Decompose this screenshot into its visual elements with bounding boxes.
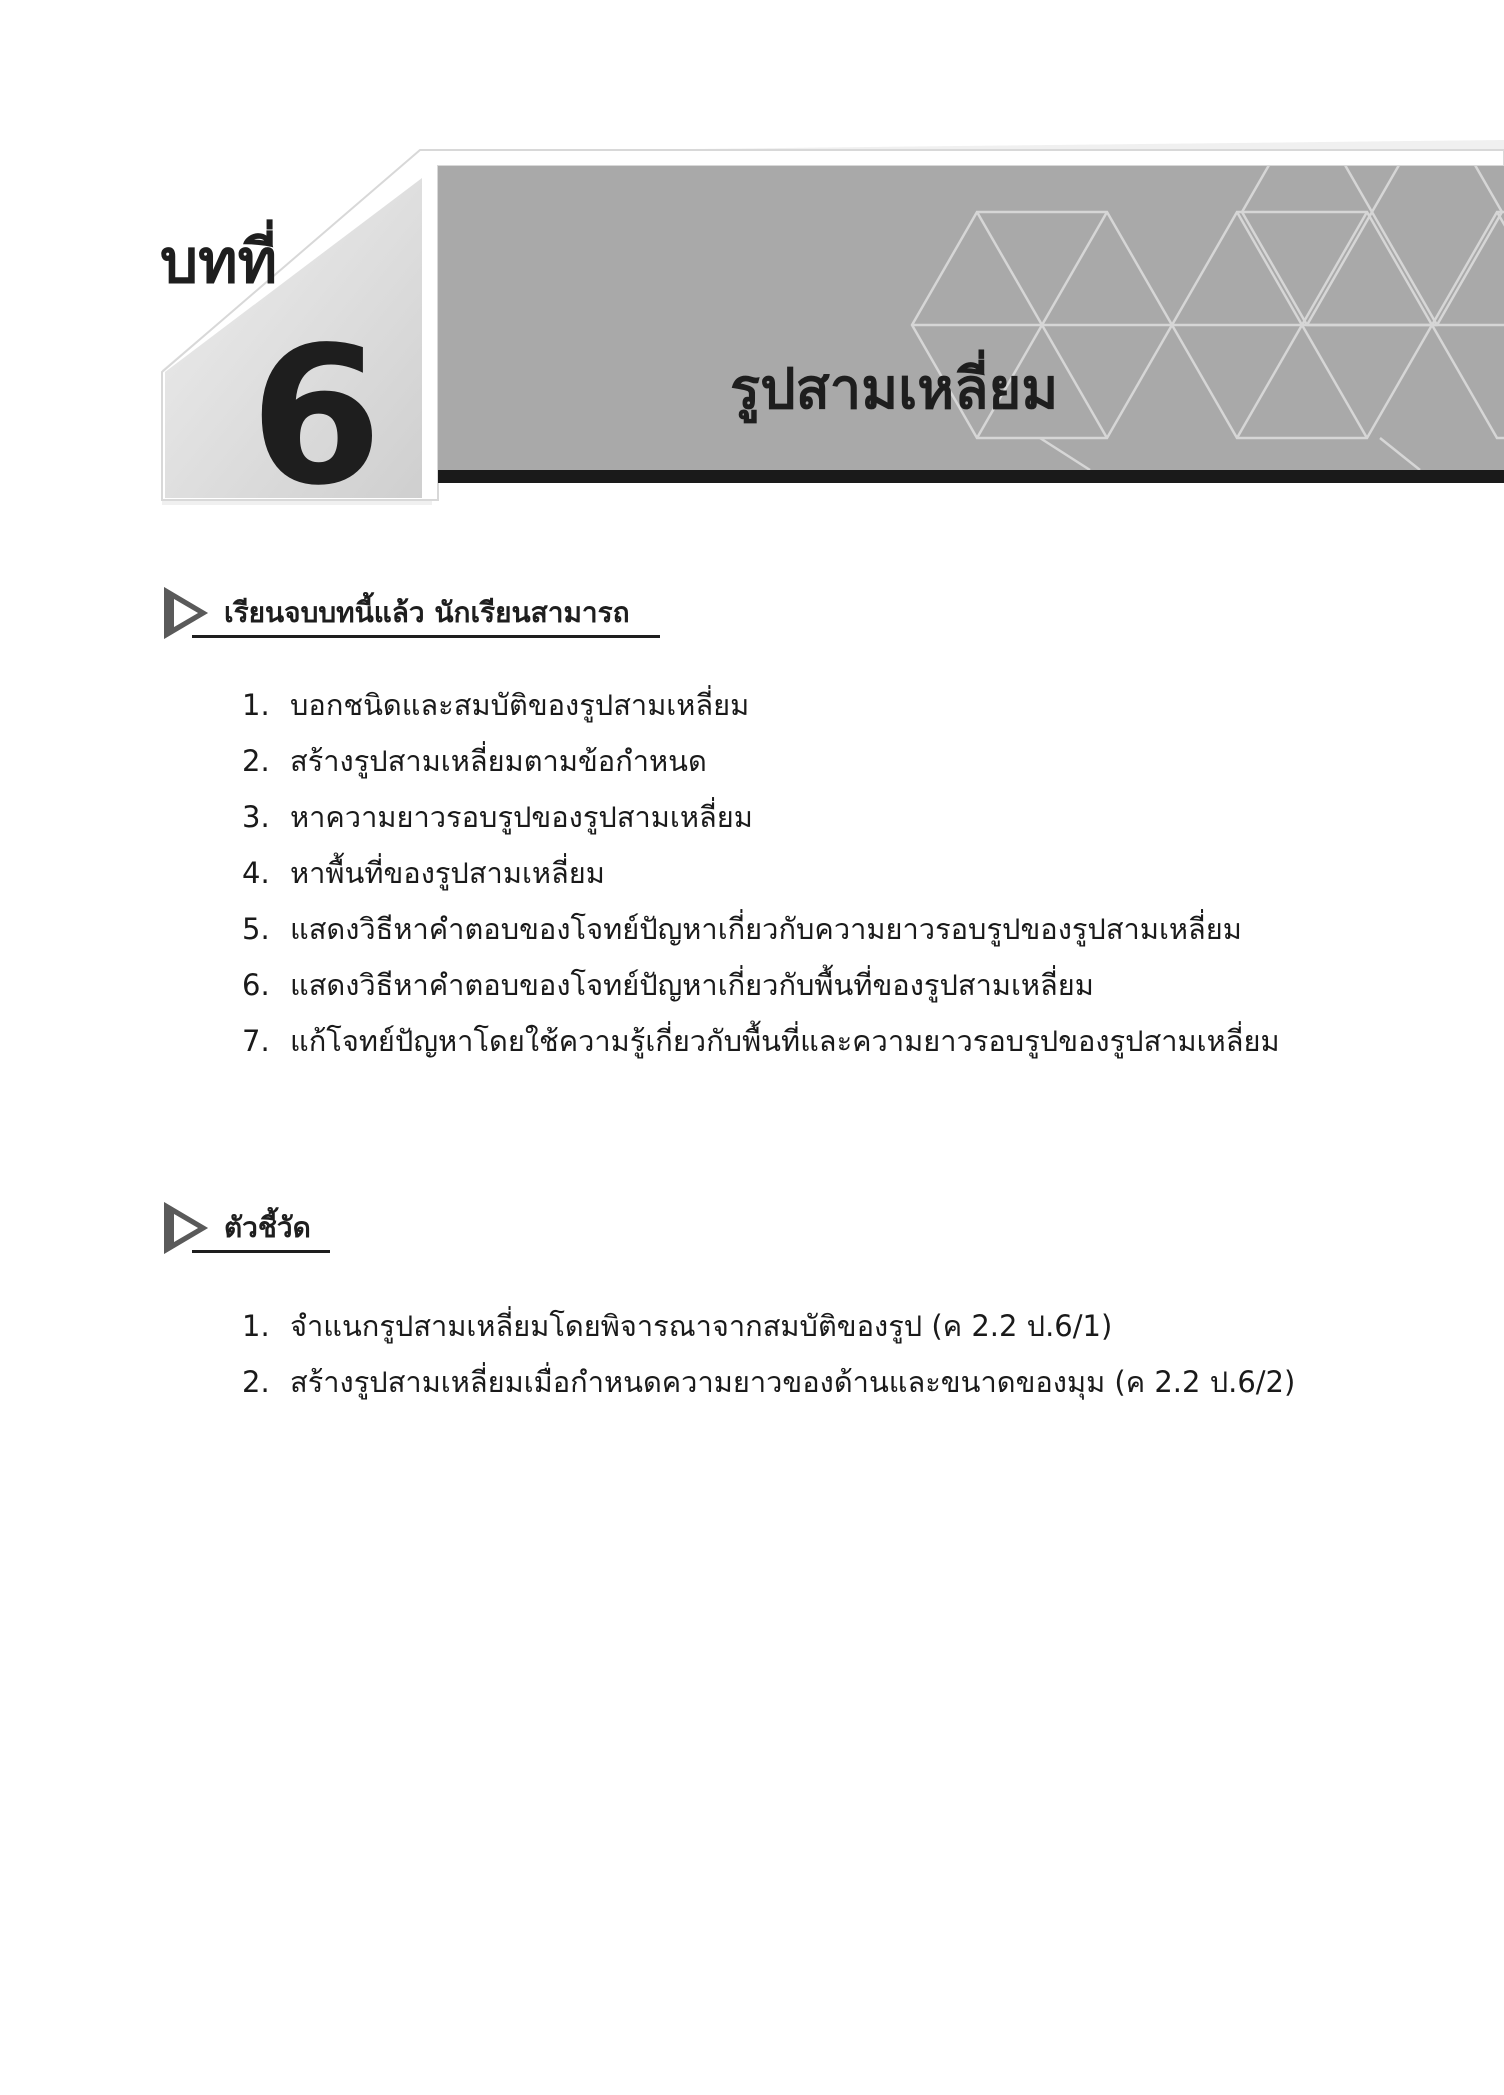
item-number: 2. (242, 744, 270, 778)
item-number: 5. (242, 912, 270, 946)
indicators-header (162, 1200, 462, 1260)
objectives-title: เรียนจบบทนี้แล้ว นักเรียนสามารถ (224, 596, 630, 629)
item-text: แสดงวิธีหาคำตอบของโจทย์ปัญหาเกี่ยวกับความยาวรอบรูปของรูปสามเหลี่ยม (290, 912, 1242, 946)
item-number: 6. (242, 968, 270, 1002)
chapter-number: 6 (250, 306, 383, 527)
chapter-label: บทที่ (160, 227, 278, 297)
item-text: บอกชนิดและสมบัติของรูปสามเหลี่ยม (290, 688, 750, 722)
objectives-section (162, 585, 1280, 1058)
indicators-underline (192, 1250, 330, 1253)
item-number: 7. (242, 1024, 270, 1058)
item-text: หาพื้นที่ของรูปสามเหลี่ยม (290, 856, 605, 890)
play-arrow-icon (162, 1200, 212, 1256)
item-text: แสดงวิธีหาคำตอบของโจทย์ปัญหาเกี่ยวกับพื้นที่ของรูปสามเหลี่ยม (290, 968, 1094, 1002)
play-arrow-icon (162, 585, 212, 641)
title-underline (438, 470, 1504, 483)
item-number: 1. (242, 688, 270, 722)
objectives-underline (192, 635, 660, 638)
item-text: หาความยาวรอบรูปของรูปสามเหลี่ยม (290, 800, 753, 834)
objectives-header (162, 585, 662, 645)
item-text: แก้โจทย์ปัญหาโดยใช้ความรู้เกี่ยวกับพื้นที่และความยาวรอบรูปของรูปสามเหลี่ยม (290, 1024, 1280, 1058)
item-number: 4. (242, 856, 270, 890)
item-number: 1. (242, 1309, 270, 1343)
item-text: สร้างรูปสามเหลี่ยมตามข้อกำหนด (290, 744, 707, 778)
indicators-title: ตัวชี้วัด (224, 1211, 311, 1244)
chapter-header (0, 0, 1504, 527)
chapter-title: รูปสามเหลี่ยม (730, 357, 1059, 422)
item-text: จำแนกรูปสามเหลี่ยมโดยพิจารณาจากสมบัติของรูป (ค 2.2 ป.6/1) (290, 1309, 1113, 1343)
item-text: สร้างรูปสามเหลี่ยมเมื่อกำหนดความยาวของด้านและขนาดของมุม (ค 2.2 ป.6/2) (290, 1365, 1296, 1399)
indicators-section (162, 1200, 1296, 1399)
item-number: 2. (242, 1365, 270, 1399)
item-number: 3. (242, 800, 270, 834)
